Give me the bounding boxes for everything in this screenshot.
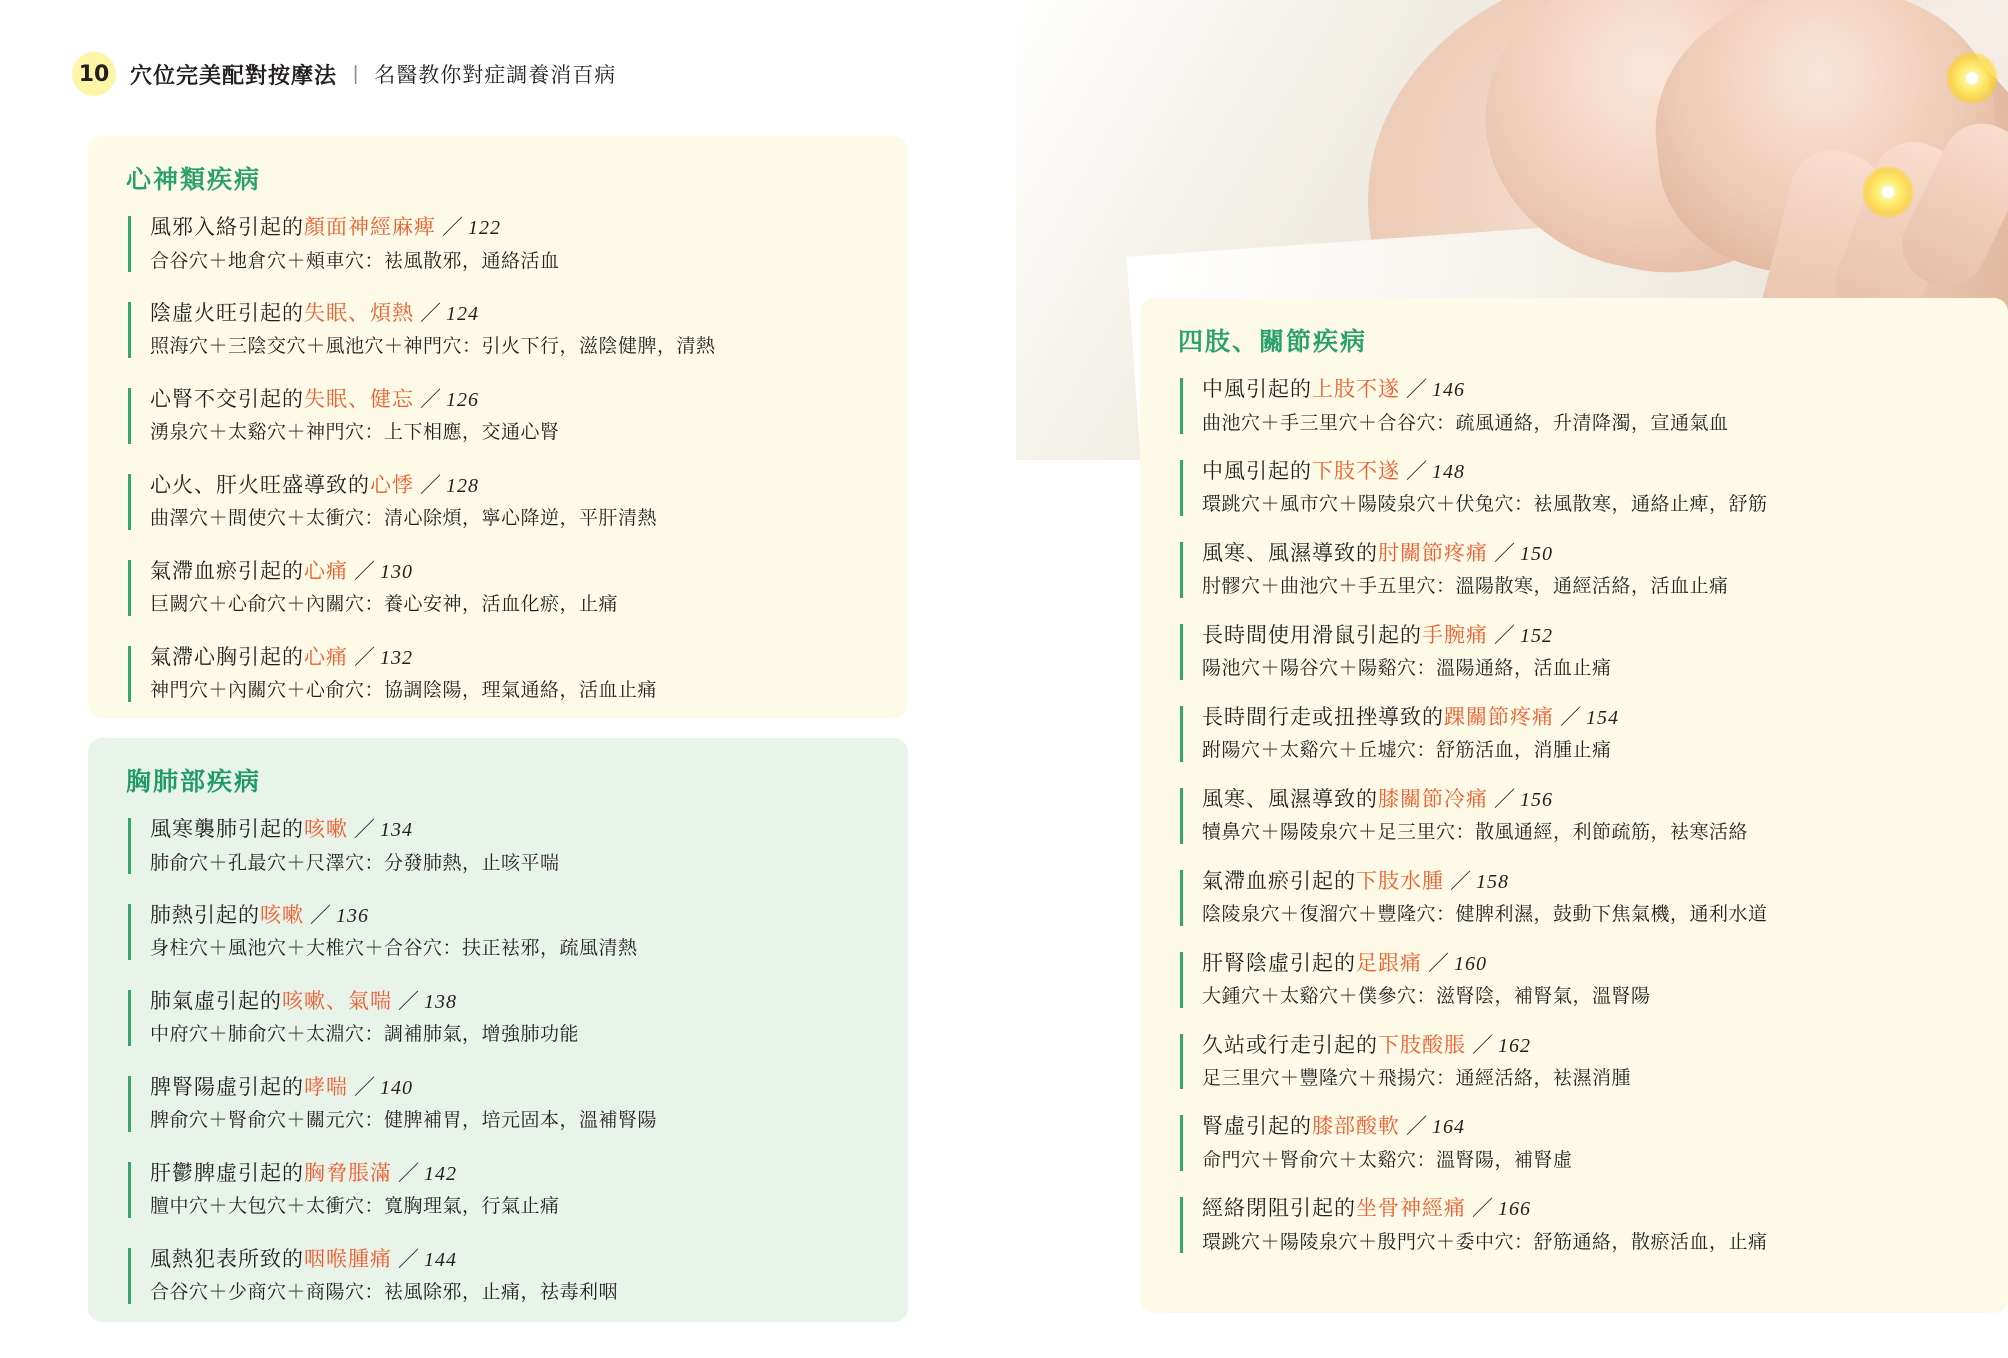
toc-entry[interactable] [122, 1244, 878, 1308]
toc-entry-highlight: 咳嗽、氣喘 [282, 989, 392, 1013]
page-number-badge: 10 [72, 52, 116, 96]
toc-entry[interactable] [1174, 538, 1978, 602]
toc-entry-page: 166 [1498, 1198, 1531, 1221]
toc-entry-desc: 陰陵泉穴＋復溜穴＋豐隆穴：健脾利濕，鼓動下焦氣機，通利水道 [1202, 904, 1768, 926]
toc-entry-page: 152 [1520, 624, 1553, 647]
toc-entry-separator: ／ [354, 818, 376, 841]
toc-entry-prefix: 心火、肝火旺盛導致的 [150, 473, 370, 497]
toc-entry-desc: 巨闕穴＋心俞穴＋內關穴：養心安神，活血化瘀，止痛 [150, 594, 619, 616]
toc-entry-desc: 脾俞穴＋腎俞穴＋關元穴：健脾補胃，培元固本，溫補腎陽 [150, 1110, 658, 1132]
toc-entry-title [1202, 948, 1978, 980]
toc-entry-page: 146 [1432, 379, 1465, 401]
header-divider: | [353, 62, 359, 85]
toc-entry-highlight: 足跟痛 [1356, 951, 1422, 975]
toc-entry-desc: 犢鼻穴＋陽陵泉穴＋足三里穴：散風通經，利節疏筋，袪寒活絡 [1202, 822, 1749, 844]
section-limbs-joints [1140, 298, 2008, 1313]
toc-entry-page: 156 [1520, 788, 1553, 811]
toc-entry-highlight: 肘關節疼痛 [1378, 541, 1488, 565]
toc-entry-page: 162 [1498, 1034, 1531, 1057]
toc-entry-separator: ／ [1450, 869, 1472, 893]
toc-entry-page: 126 [446, 388, 479, 411]
toc-entry-separator: ／ [1406, 378, 1428, 401]
toc-entry-desc: 環跳穴＋陽陵泉穴＋殷門穴＋委中穴：舒筋通絡，散瘀活血，止痛 [1202, 1231, 1768, 1253]
section-chest-lung [88, 738, 908, 1322]
toc-entry-title [150, 900, 878, 932]
toc-entry-separator: ／ [1472, 1033, 1494, 1057]
toc-entry[interactable] [122, 900, 878, 964]
toc-entry-highlight: 坐骨神經痛 [1356, 1197, 1466, 1221]
book-subtitle: 名醫教你對症調養消百病 [374, 64, 617, 87]
toc-entry-separator: ／ [310, 903, 332, 927]
toc-entry-title [1202, 1030, 1978, 1062]
toc-entry-highlight: 下肢不遂 [1312, 459, 1400, 483]
toc-entry-separator: ／ [1494, 541, 1516, 565]
toc-entry[interactable] [1174, 1193, 1978, 1257]
toc-entry-prefix: 肺氣虛引起的 [150, 989, 282, 1013]
section-title: 四肢、關節疾病 [1178, 328, 1368, 356]
section-title: 胸肺部疾病 [126, 768, 262, 796]
toc-entry-desc: 陽池穴＋陽谷穴＋陽谿穴：溫陽通絡，活血止痛 [1202, 658, 1612, 680]
toc-entry-highlight: 心痛 [304, 559, 348, 583]
toc-entry[interactable] [122, 1158, 878, 1222]
toc-entry-highlight: 心痛 [304, 645, 348, 669]
toc-entry-title [1202, 866, 1978, 898]
toc-entry[interactable] [122, 642, 878, 706]
page-header [72, 52, 616, 96]
acupoint-glow-icon [1946, 52, 1998, 104]
toc-entry-separator: ／ [420, 301, 442, 325]
toc-entry-highlight: 下肢酸脹 [1378, 1033, 1466, 1057]
toc-entry[interactable] [122, 212, 878, 276]
toc-entry-separator: ／ [398, 1247, 420, 1271]
toc-entry-desc: 神門穴＋內關穴＋心俞穴：協調陰陽，理氣通絡，活血止痛 [150, 680, 658, 702]
toc-entry-highlight: 膝關節冷痛 [1378, 787, 1488, 811]
toc-entry-page: 144 [424, 1248, 457, 1271]
toc-entry[interactable] [122, 1072, 878, 1136]
toc-entry-highlight: 下肢水腫 [1356, 869, 1444, 893]
toc-entry-desc: 足三里穴＋豐隆穴＋飛揚穴：通經活絡，袪濕消腫 [1202, 1068, 1632, 1089]
toc-entry-title [150, 556, 878, 588]
toc-entry-desc: 膻中穴＋大包穴＋太衝穴：寬胸理氣，行氣止痛 [150, 1196, 560, 1218]
toc-entry-title [150, 212, 878, 244]
toc-entry-highlight: 上肢不遂 [1312, 378, 1400, 401]
toc-entry-desc: 大鍾穴＋太谿穴＋僕參穴：滋腎陰，補腎氣，溫腎陽 [1202, 986, 1651, 1008]
toc-entry-separator: ／ [420, 473, 442, 497]
toc-entry-desc: 身柱穴＋風池穴＋大椎穴＋合谷穴：扶正袪邪，疏風清熱 [150, 938, 638, 960]
toc-entry-title [150, 1158, 878, 1190]
toc-entry[interactable] [122, 298, 878, 362]
toc-entry-separator: ／ [1560, 705, 1582, 729]
toc-entry-highlight: 顏面神經麻痺 [304, 216, 436, 239]
toc-entry-title [1202, 538, 1978, 570]
toc-entry-separator: ／ [398, 1161, 420, 1185]
toc-entry[interactable] [1174, 456, 1978, 520]
toc-entry-page: 158 [1476, 870, 1509, 893]
toc-entry-highlight: 咳嗽 [260, 903, 304, 927]
toc-entry-prefix: 久站或行走引起的 [1202, 1033, 1378, 1057]
toc-entry[interactable] [122, 556, 878, 620]
toc-entry-desc: 曲澤穴＋間使穴＋太衝穴：清心除煩，寧心降逆，平肝清熱 [150, 508, 658, 530]
toc-entry-page: 130 [380, 560, 413, 583]
toc-entry-highlight: 哮喘 [304, 1075, 348, 1099]
toc-entry[interactable] [1174, 702, 1978, 766]
toc-entry-title [150, 642, 878, 674]
toc-entry-page: 150 [1520, 542, 1553, 565]
toc-entry-page: 124 [446, 302, 479, 325]
toc-entry-page: 148 [1432, 460, 1465, 483]
toc-entry-prefix: 肺熱引起的 [150, 903, 260, 927]
toc-entry-prefix: 中風引起的 [1202, 378, 1312, 401]
toc-entry-separator: ／ [354, 1075, 376, 1099]
toc-entry-separator: ／ [1494, 623, 1516, 647]
toc-entry-highlight: 咽喉腫痛 [304, 1247, 392, 1271]
toc-entry-prefix: 風熱犯表所致的 [150, 1247, 304, 1271]
toc-entry-title [1202, 784, 1978, 816]
toc-entry-title [150, 470, 878, 502]
entry-list [122, 814, 878, 1308]
toc-entry-page: 132 [380, 646, 413, 669]
toc-entry-title [150, 814, 878, 846]
toc-entry-page: 142 [424, 1162, 457, 1185]
toc-entry-prefix: 肝腎陰虛引起的 [1202, 951, 1356, 975]
toc-entry-separator: ／ [354, 559, 376, 583]
toc-entry-separator: ／ [398, 989, 420, 1013]
section-heart-spirit [88, 136, 908, 718]
toc-entry-title [1202, 1111, 1978, 1143]
toc-entry[interactable] [1174, 374, 1978, 438]
toc-entry-prefix: 中風引起的 [1202, 459, 1312, 483]
toc-entry-page: 134 [380, 819, 413, 841]
toc-entry-highlight: 踝關節疼痛 [1444, 705, 1554, 729]
toc-entry-title [1202, 374, 1978, 406]
toc-entry-highlight: 胸脅脹滿 [304, 1161, 392, 1185]
toc-entry-title [150, 1244, 878, 1276]
toc-entry-desc: 跗陽穴＋太谿穴＋丘墟穴：舒筋活血，消腫止痛 [1202, 740, 1612, 762]
toc-entry-prefix: 經絡閉阻引起的 [1202, 1197, 1356, 1221]
entry-list [1174, 374, 1978, 1257]
toc-entry-highlight: 膝部酸軟 [1312, 1115, 1400, 1139]
toc-entry-prefix: 風寒、風濕導致的 [1202, 541, 1378, 565]
toc-entry-page: 160 [1454, 952, 1487, 975]
toc-entry-page: 154 [1586, 706, 1619, 729]
toc-entry-separator: ／ [354, 645, 376, 669]
toc-entry[interactable] [122, 470, 878, 534]
section-title: 心神類疾病 [126, 166, 262, 194]
toc-entry-page: 164 [1432, 1116, 1465, 1139]
toc-entry-highlight: 咳嗽 [304, 818, 348, 841]
toc-entry-desc: 肘髎穴＋曲池穴＋手五里穴：溫陽散寒，通經活絡，活血止痛 [1202, 576, 1729, 598]
toc-entry-desc: 湧泉穴＋太谿穴＋神門穴：上下相應，交通心腎 [150, 422, 560, 444]
toc-entry-prefix: 長時間行走或扭挫導致的 [1202, 705, 1444, 729]
toc-entry[interactable] [122, 986, 878, 1050]
toc-entry-page: 128 [446, 474, 479, 497]
toc-entry-title [1202, 456, 1978, 488]
toc-entry[interactable] [1174, 784, 1978, 848]
toc-entry-prefix: 陰虛火旺引起的 [150, 301, 304, 325]
toc-entry-title [1202, 1193, 1978, 1225]
toc-entry-title [150, 986, 878, 1018]
toc-entry-title [150, 298, 878, 330]
toc-entry-prefix: 氣滯血瘀引起的 [1202, 869, 1356, 893]
toc-entry-desc: 曲池穴＋手三里穴＋合谷穴：疏風通絡，升清降濁，宣通氣血 [1202, 412, 1729, 434]
toc-entry-separator: ／ [1428, 951, 1450, 975]
toc-entry-prefix: 風寒、風濕導致的 [1202, 787, 1378, 811]
toc-entry-desc: 照海穴＋三陰交穴＋風池穴＋神門穴：引火下行，滋陰健脾，清熱 [150, 336, 716, 358]
toc-entry-desc: 合谷穴＋地倉穴＋頰車穴：袪風散邪，通絡活血 [150, 250, 560, 272]
toc-entry[interactable] [1174, 866, 1978, 930]
toc-entry-highlight: 手腕痛 [1422, 623, 1488, 647]
toc-entry-prefix: 風邪入絡引起的 [150, 216, 304, 239]
toc-entry-title [150, 1072, 878, 1104]
toc-entry-highlight: 失眠、健忘 [304, 387, 414, 411]
toc-entry-separator: ／ [442, 216, 464, 239]
book-title: 穴位完美配對按摩法 [130, 62, 338, 88]
toc-entry-highlight: 心悸 [370, 473, 414, 497]
toc-entry-desc: 肺俞穴＋孔最穴＋尺澤穴：分發肺熱，止咳平喘 [150, 852, 560, 874]
toc-entry-prefix: 腎虛引起的 [1202, 1115, 1312, 1139]
toc-entry-page: 136 [336, 904, 369, 927]
acupoint-glow-icon [1862, 166, 1914, 218]
entry-list [122, 212, 878, 706]
toc-entry-title [1202, 702, 1978, 734]
toc-entry-page: 122 [468, 217, 501, 239]
toc-entry-desc: 合谷穴＋少商穴＋商陽穴：袪風除邪，止痛，祛毒利咽 [150, 1282, 619, 1304]
toc-entry[interactable] [122, 814, 878, 878]
toc-entry-highlight: 失眠、煩熱 [304, 301, 414, 325]
toc-entry[interactable] [1174, 620, 1978, 684]
toc-entry-prefix: 氣滯血瘀引起的 [150, 559, 304, 583]
toc-entry[interactable] [1174, 948, 1978, 1012]
toc-entry-separator: ／ [1494, 787, 1516, 811]
toc-entry-title [1202, 620, 1978, 652]
toc-entry-page: 140 [380, 1076, 413, 1099]
toc-entry-separator: ／ [1406, 459, 1428, 483]
toc-entry-separator: ／ [1472, 1197, 1494, 1221]
toc-entry-prefix: 風寒襲肺引起的 [150, 818, 304, 841]
toc-entry[interactable] [1174, 1111, 1978, 1175]
toc-entry-desc: 環跳穴＋風市穴＋陽陵泉穴＋伏兔穴：袪風散寒，通絡止痺，舒筋 [1202, 494, 1768, 516]
toc-entry-separator: ／ [420, 387, 442, 411]
toc-entry-desc: 命門穴＋腎俞穴＋太谿穴：溫腎陽，補腎虛 [1202, 1149, 1573, 1171]
toc-entry-prefix: 肝鬱脾虛引起的 [150, 1161, 304, 1185]
toc-entry-desc: 中府穴＋肺俞穴＋太淵穴：調補肺氣，增強肺功能 [150, 1024, 580, 1046]
toc-entry-page: 138 [424, 990, 457, 1013]
toc-entry-prefix: 氣滯心胸引起的 [150, 645, 304, 669]
toc-entry-title [150, 384, 878, 416]
toc-entry[interactable] [122, 384, 878, 448]
toc-entry-separator: ／ [1406, 1115, 1428, 1139]
toc-entry[interactable] [1174, 1030, 1978, 1094]
toc-entry-prefix: 長時間使用滑鼠引起的 [1202, 623, 1422, 647]
toc-entry-prefix: 心腎不交引起的 [150, 387, 304, 411]
toc-entry-prefix: 脾腎陽虛引起的 [150, 1075, 304, 1099]
